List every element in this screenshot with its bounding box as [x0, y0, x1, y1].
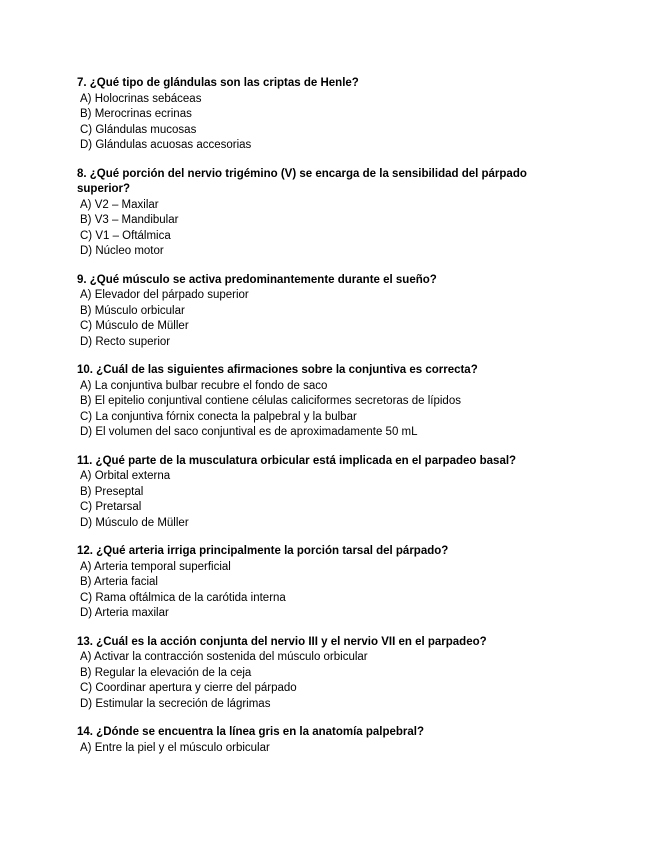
question-7 — [77, 76, 577, 154]
option-a: A) La conjuntiva bulbar recubre el fondo de saco — [80, 379, 328, 392]
option-b: B) El epitelio conjuntival contiene células caliciformes secretoras de lípidos — [80, 395, 461, 407]
question-11 — [77, 454, 577, 532]
question-12 — [77, 544, 577, 622]
option-d: D) Músculo de Müller — [80, 516, 189, 529]
option-b: B) V3 – Mandibular — [80, 214, 179, 226]
option-c: C) Pretarsal — [80, 501, 142, 513]
option-d: D) Núcleo motor — [80, 245, 164, 257]
option-a: A) Entre la piel y el músculo orbicular — [80, 741, 270, 754]
question-text: 11. ¿Qué parte de la musculatura orbicular está implicada en el parpadeo basal? — [77, 454, 517, 467]
option-a: A) Orbital externa — [80, 470, 171, 482]
option-d: D) Recto superior — [80, 335, 171, 348]
question-14 — [77, 725, 577, 756]
option-a: A) Arteria temporal superficial — [80, 560, 231, 573]
option-c: C) Músculo de Müller — [80, 320, 189, 332]
option-c: C) La conjuntiva fórnix conecta la palpebral y la bulbar — [80, 410, 357, 423]
option-c: C) Rama oftálmica de la carótida interna — [80, 591, 286, 604]
option-a: A) Activar la contracción sostenida del músculo orbicular — [80, 651, 368, 663]
question-text: 12. ¿Qué arteria irriga principalmente la porción tarsal del párpado? — [77, 545, 449, 557]
option-d: D) Arteria maxilar — [80, 607, 169, 619]
question-text: 10. ¿Cuál de las siguientes afirmaciones sobre la conjuntiva es correcta? — [77, 364, 478, 376]
option-b: B) Arteria facial — [80, 576, 158, 588]
option-c: C) V1 – Oftálmica — [80, 229, 171, 242]
option-c: C) Glándulas mucosas — [80, 123, 197, 136]
question-text: 14. ¿Dónde se encuentra la línea gris en la anatomía palpebral? — [77, 726, 425, 738]
question-text: 7. ¿Qué tipo de glándulas son las criptas de Henle? — [77, 77, 359, 89]
question-8 — [77, 167, 577, 260]
question-text: 8. ¿Qué porción del nervio trigémino (V) se encarga de la sensibilidad del párpado superior? — [77, 167, 527, 195]
option-a: A) Holocrinas sebáceas — [80, 92, 202, 105]
option-d: D) Estimular la secreción de lágrimas — [80, 697, 271, 710]
option-a: A) Elevador del párpado superior — [80, 289, 249, 301]
option-b: B) Regular la elevación de la ceja — [80, 666, 252, 679]
question-9 — [77, 273, 577, 351]
option-d: D) El volumen del saco conjuntival es de aproximadamente 50 mL — [80, 426, 418, 438]
option-d: D) Glándulas acuosas accesorias — [80, 139, 252, 151]
option-c: C) Coordinar apertura y cierre del párpado — [80, 682, 297, 694]
option-b: B) Preseptal — [80, 485, 144, 498]
question-13 — [77, 635, 577, 713]
option-b: B) Merocrinas ecrinas — [80, 108, 192, 120]
question-text: 9. ¿Qué músculo se activa predominantemente durante el sueño? — [77, 273, 437, 286]
option-a: A) V2 – Maxilar — [80, 198, 159, 211]
option-b: B) Músculo orbicular — [80, 304, 185, 317]
question-text: 13. ¿Cuál es la acción conjunta del nervio III y el nervio VII en el parpadeo? — [77, 635, 487, 648]
question-list — [77, 76, 577, 769]
question-10 — [77, 363, 577, 441]
